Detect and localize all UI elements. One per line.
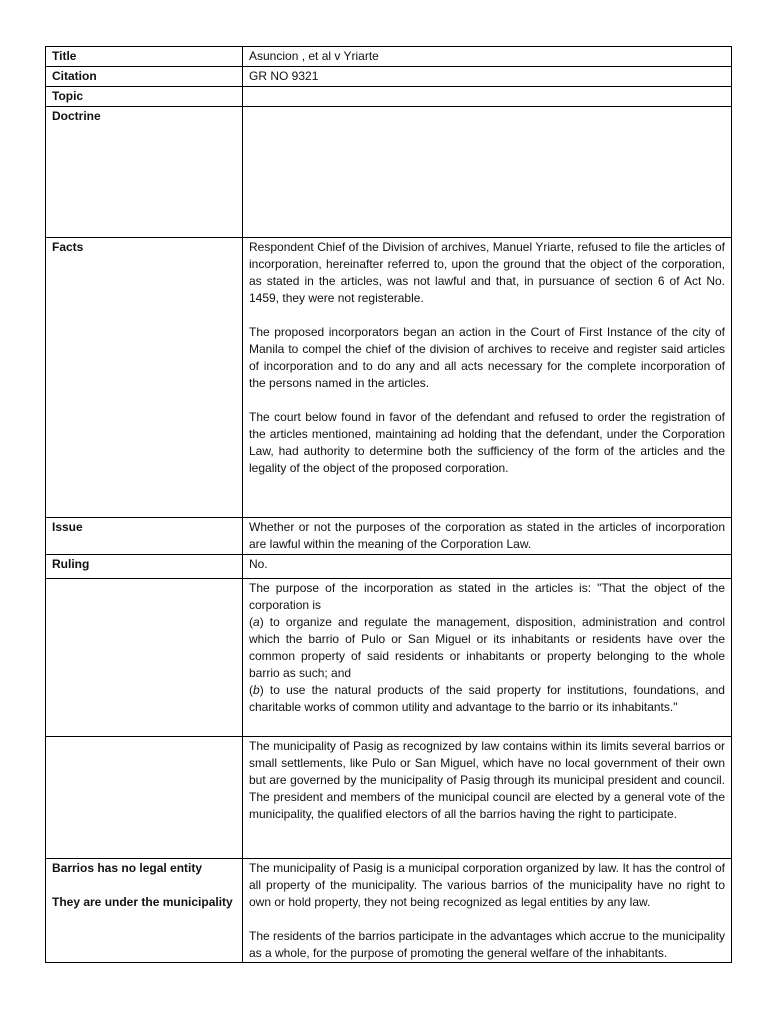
topic-row: [46, 87, 732, 107]
doctrine-value: [243, 107, 732, 238]
ruling-value: No.: [243, 555, 732, 579]
pasig-label: [46, 737, 243, 859]
barrios-label: [46, 859, 243, 963]
issue-row: [46, 518, 732, 555]
barrios-value: [243, 859, 732, 963]
barrios-row: [46, 859, 732, 963]
facts-paragraph-1: Respondent Chief of the Division of archives, Manuel Yriarte, refused to file the articles of incorporation, hereinafter referred to, upon the ground that the object of the corporation, as stated in the articles, was not lawful and that, in pursuance of section 6 of Act No. 1459, they were not registerable.: [249, 240, 725, 305]
pasig-value: The municipality of Pasig as recognized by law contains within its limits several barrios or small settlements, like Pulo or San Miguel, which have no local government of their own but are governed by the municipality of Pasig through its municipal president and council. The president and members of the municipal council are elected by a general vote of the municipality, the qualified electors of all the barrios having the right to participate.: [243, 737, 732, 859]
item-a-marker: a: [253, 615, 260, 629]
facts-label: Facts: [46, 238, 243, 518]
ruling-label: Ruling: [46, 555, 243, 579]
item-b-text: to use the natural products of the said property for institutions, foundations, and charitable works of common utility and advantage to the barrio or its inhabitants.": [249, 683, 725, 714]
item-a-text: to organize and regulate the management, disposition, administration and control which the barrio of Pulo or San Miguel or its inhabitants or residents have over the common property of said residents or inhabitants or property belonging to the whole barrio as such; and: [249, 615, 725, 680]
facts-paragraph-2: The proposed incorporators began an action in the Court of First Instance of the city of Manila to compel the chief of the division of archives to receive and register said articles of incorporation and to do any and all acts necessary for the complete incorporation of the persons named in the articles.: [249, 325, 725, 390]
issue-label: Issue: [46, 518, 243, 555]
facts-value: [243, 238, 732, 518]
barrios-label-1: Barrios has no legal entity: [52, 861, 203, 875]
title-label: Title: [46, 47, 243, 67]
facts-paragraph-3: The court below found in favor of the defendant and refused to order the registration of the articles mentioned, maintaining ad holding that the defendant, under the Corporation Law, had authority to determine both the sufficiency of the form of the articles and the legality of the object of the proposed corporation.: [249, 410, 725, 475]
purpose-row: [46, 579, 732, 737]
doctrine-row: [46, 107, 732, 238]
topic-value: [243, 87, 732, 107]
case-digest-table: [45, 46, 732, 963]
issue-value: Whether or not the purposes of the corporation as stated in the articles of incorporation are lawful within the meaning of the Corporation Law.: [243, 518, 732, 555]
purpose-intro: The purpose of the incorporation as stated in the articles is: "That the object of the corporation is: [249, 581, 725, 612]
barrios-paragraph-1: The municipality of Pasig is a municipal corporation organized by law. It has the control of all property of the municipality. The various barrios of the municipality have no right to own or hold property, they not being recognized as legal entities by any law.: [249, 861, 725, 909]
barrios-label-2: They are under the municipality: [52, 895, 233, 909]
citation-value: GR NO 9321: [243, 67, 732, 87]
ruling-row: [46, 555, 732, 579]
doctrine-label: Doctrine: [46, 107, 243, 238]
title-value: Asuncion , et al v Yriarte: [243, 47, 732, 67]
topic-label: Topic: [46, 87, 243, 107]
purpose-value: [243, 579, 732, 737]
purpose-item-a: (a) to organize and regulate the management, disposition, administration and control which the barrio of Pulo or San Miguel or its inhabitants or residents have over the common property of said residents or inhabitants or property belonging to the whole barrio as such; and: [249, 615, 725, 680]
title-row: [46, 47, 732, 67]
citation-row: [46, 67, 732, 87]
item-b-marker: b: [253, 683, 260, 697]
barrios-paragraph-2: The residents of the barrios participate in the advantages which accrue to the municipality as a whole, for the purpose of promoting the general welfare of the inhabitants.: [249, 929, 725, 960]
purpose-item-b: (b) to use the natural products of the said property for institutions, foundations, and charitable works of common utility and advantage to the barrio or its inhabitants.": [249, 683, 725, 714]
pasig-row: [46, 737, 732, 859]
citation-label: Citation: [46, 67, 243, 87]
purpose-label: [46, 579, 243, 737]
facts-row: [46, 238, 732, 518]
